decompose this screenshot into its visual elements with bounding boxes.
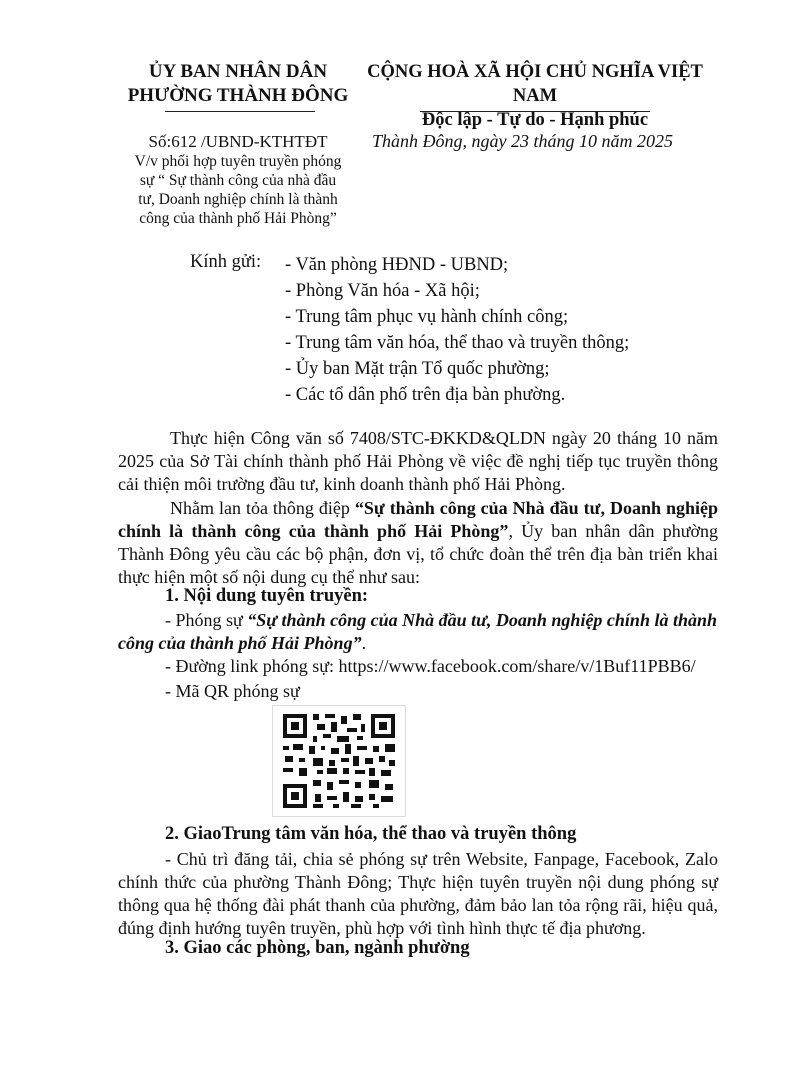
- recipient-item: - Các tổ dân phố trên địa bàn phường.: [285, 385, 566, 405]
- document-number: Số:612 /UBND-KTHTĐT: [148, 132, 328, 151]
- subject-line: V/v phối hợp tuyên truyền phóng: [134, 153, 342, 170]
- national-name: CỘNG HOÀ XÃ HỘI CHỦ NGHĨA VIỆT NAM: [367, 62, 703, 106]
- document-subject: [108, 152, 368, 228]
- qr-label: - Mã QR phóng sự: [165, 681, 300, 701]
- recipient-item: - Phòng Văn hóa - Xã hội;: [285, 281, 480, 301]
- subject-line: công của thành phố Hải Phòng”: [139, 210, 337, 227]
- org-name-line2: PHƯỜNG THÀNH ĐÔNG: [127, 85, 349, 106]
- recipients-label: Kính gửi:: [190, 252, 262, 272]
- national-header: [350, 60, 720, 132]
- recipient-item: - Trung tâm văn hóa, thể thao và truyền thông;: [285, 333, 630, 353]
- section-2-title: 2. GiaoTrung tâm văn hóa, thể thao và truyền thông: [165, 824, 577, 844]
- qr-code-graphic: [273, 706, 405, 816]
- section-1-title: 1. Nội dung tuyên truyền:: [165, 586, 369, 606]
- qr-code-image[interactable]: [272, 705, 406, 817]
- subject-line: tư, Doanh nghiệp chính là thành: [138, 191, 338, 208]
- report-suffix: .: [361, 633, 367, 653]
- report-title: “Sự thành công của Nhà đầu tư, Doanh nghiệp chính là thành công của thành phố Hải Phòng”: [118, 610, 717, 653]
- paragraph-text: - Chủ trì đăng tải, chia sẻ phóng sự trên Website, Fanpage, Facebook, Zalo chính thức của phường Thành Đông; Thực hiện tuyên truyền nội dung phóng sự thông qua hệ thống đài phát thanh của phường, đảm bảo lan tỏa rộng rãi, hiệu quả, đúng định hướng tuyên truyền, phù hợp với tình hình thực tế địa phương.: [118, 849, 718, 938]
- recipients-list: [285, 252, 629, 408]
- org-name-line1: ỦY BAN NHÂN DÂN: [148, 61, 328, 82]
- campaign-message: “Sự thành công của Nhà đầu tư, Doanh nghiệp chính là thành công của thành phố Hải Phòng”: [118, 498, 718, 541]
- org-underline: [165, 111, 315, 112]
- issuing-organization: [108, 60, 368, 108]
- recipient-item: - Văn phòng HĐND - UBND;: [285, 255, 509, 275]
- paragraph-suffix: , Ủy ban nhân dân phường Thành Đông yêu cầu các bộ phận, đơn vị, tổ chức đoàn thể trên địa bàn triển khai thực hiện một số nội dung cụ thể như sau:: [118, 521, 718, 587]
- report-link[interactable]: - Đường link phóng sự: https://www.facebook.com/share/v/1Buf11PBB6/: [165, 656, 696, 676]
- national-motto: Độc lập - Tự do - Hạnh phúc: [421, 110, 649, 130]
- body-paragraph-2: [118, 497, 718, 589]
- subject-line: sự “ Sự thành công của nhà đầu: [139, 172, 337, 189]
- report-prefix: - Phóng sự: [165, 610, 248, 630]
- document-date: Thành Đông, ngày 23 tháng 10 năm 2025: [372, 131, 673, 151]
- paragraph-text: Thực hiện Công văn số 7408/STC-ĐKKD&QLDN ngày 20 tháng 10 năm 2025 của Sở Tài chính thành phố Hải Phòng về việc đề nghị tiếp tục truyền thông cải thiện môi trường đầu tư, kinh doanh thành phố Hải Phòng.: [118, 428, 718, 494]
- report-line: [118, 609, 718, 655]
- motto-underline: [420, 111, 650, 112]
- recipient-item: - Ủy ban Mặt trận Tổ quốc phường;: [285, 359, 550, 379]
- paragraph-prefix: Nhằm lan tỏa thông điệp: [170, 498, 355, 518]
- recipient-item: - Trung tâm phục vụ hành chính công;: [285, 307, 569, 327]
- section-2-text: [118, 848, 718, 940]
- body-paragraph-1: [118, 427, 718, 496]
- section-3-title: 3. Giao các phòng, ban, ngành phường: [165, 938, 470, 958]
